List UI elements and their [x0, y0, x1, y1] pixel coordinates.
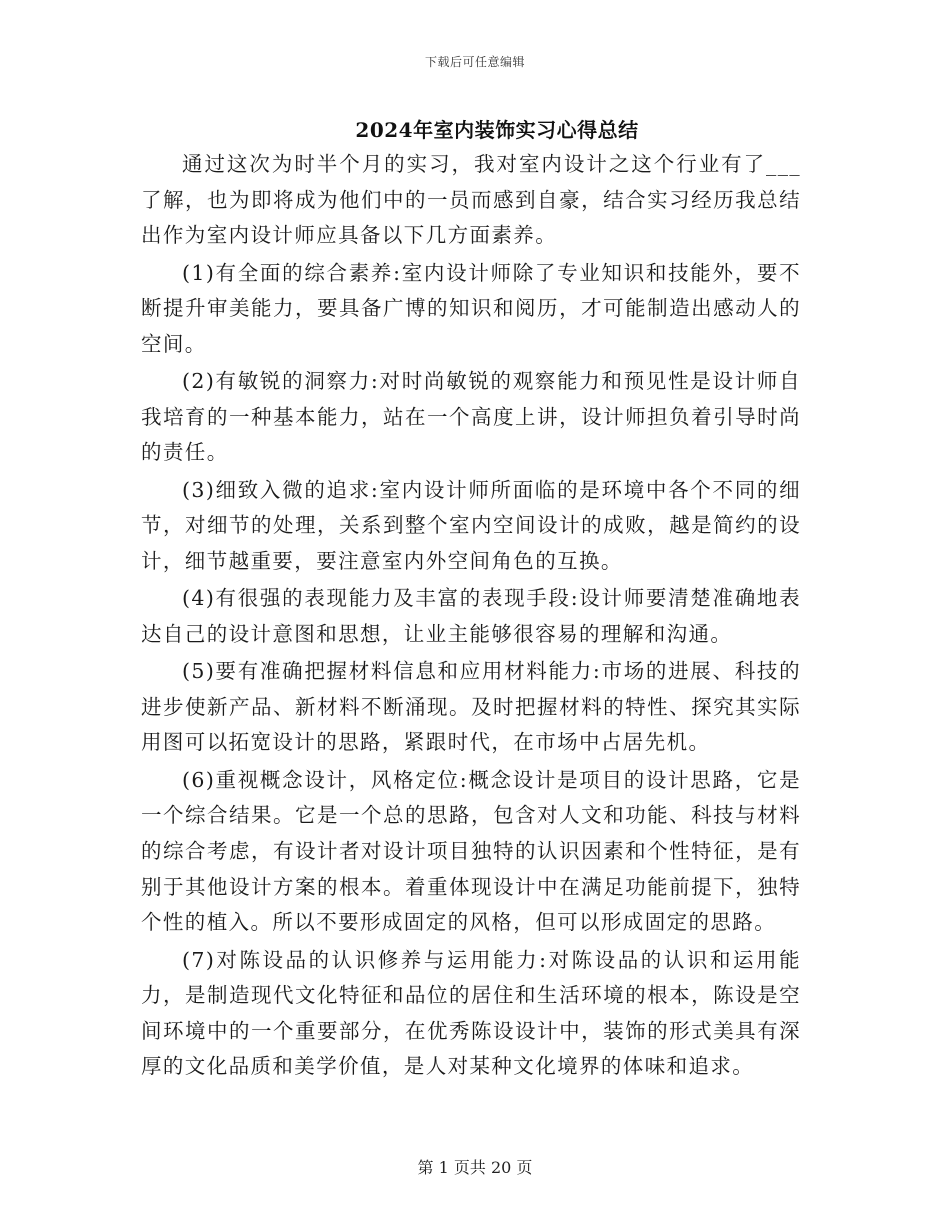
paragraph-item-2: (2)有敏锐的洞察力:对时尚敏锐的观察能力和预见性是设计师自我培育的一种基本能力，站在一个高度上讲，设计师担负着引导时尚的责任。	[141, 369, 801, 465]
paragraph-item-3: (3)细致入微的追求:室内设计师所面临的是环境中各个不同的细节，对细节的处理，关系到整个室内空间设计的成败，越是简约的设计，细节越重要，要注意室内外空间角色的互换。	[141, 477, 801, 573]
paragraph-item-5: (5)要有准确把握材料信息和应用材料能力:市场的进展、科技的进步使新产品、新材料不断涌现。及时把握材料的特性、探究其实际用图可以拓宽设计的思路，紧跟时代，在市场中占居先机。	[141, 659, 801, 755]
paragraph-item-6: (6)重视概念设计，风格定位:概念设计是项目的设计思路，它是一个综合结果。它是一个总的思路，包含对人文和功能、科技与材料的综合考虑，有设计者对设计项目独特的认识因素和个性特征，是有别于其他设计方案的根本。着重体现设计中在满足功能前提下，独特个性的植入。所以不要形成固定的风格，但可以形成固定的思路。	[141, 767, 801, 935]
paragraph-item-7: (7)对陈设品的认识修养与运用能力:对陈设品的认识和运用能力，是制造现代文化特征和品位的居住和生活环境的根本，陈设是空间环境中的一个重要部分，在优秀陈设设计中，装饰的形式美具有深厚的文化品质和美学价值，是人对某种文化境界的体味和追求。	[141, 947, 801, 1079]
paragraph-item-4: (4)有很强的表现能力及丰富的表现手段:设计师要清楚准确地表达自己的设计意图和思想，让业主能够很容易的理解和沟通。	[141, 586, 801, 646]
page-number-footer: 第 1 页共 20 页	[417, 1158, 533, 1177]
document-title: 2024年室内装饰实习心得总结	[355, 118, 639, 142]
paragraph-item-1: (1)有全面的综合素养:室内设计师除了专业知识和技能外，要不断提升审美能力，要具备广博的知识和阅历，才可能制造出感动人的空间。	[141, 260, 801, 356]
header-note: 下载后可任意编辑	[424, 55, 525, 69]
paragraph-intro: 通过这次为时半个月的实习，我对室内设计之这个行业有了___了解，也为即将成为他们中的一员而感到自豪，结合实习经历我总结出作为室内设计师应具备以下几方面素养。	[141, 152, 801, 248]
document-body	[141, 147, 801, 1087]
